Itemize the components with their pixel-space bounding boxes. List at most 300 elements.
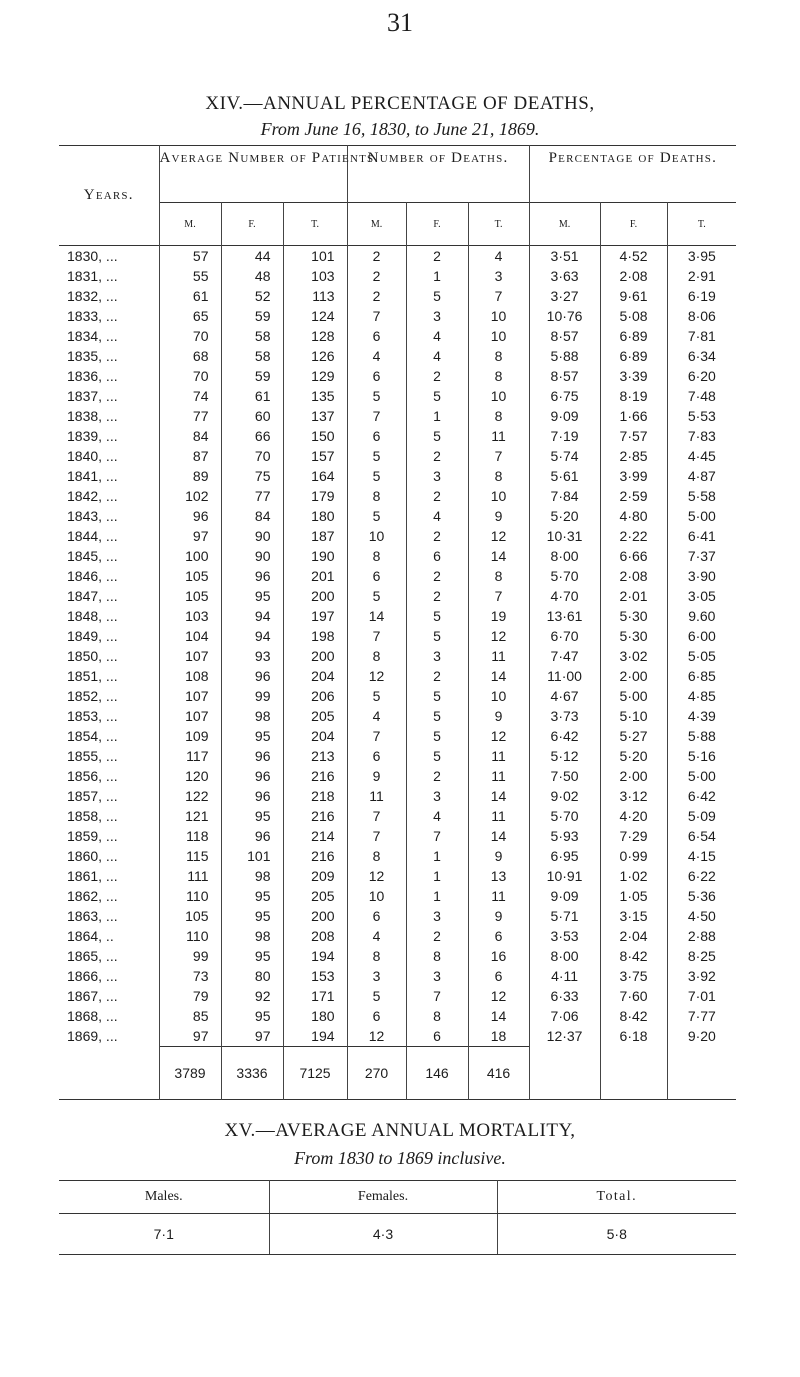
cell-deaths-f: 2	[406, 526, 468, 546]
cell-patients-f: 96	[221, 826, 283, 846]
cell-year: 1850, ...	[59, 646, 159, 666]
cell-patients-m: 105	[159, 566, 221, 586]
cell-patients-m: 109	[159, 726, 221, 746]
cell-pct-m: 3·27	[529, 286, 600, 306]
cell-patients-f: 70	[221, 446, 283, 466]
col-header-t: T.	[667, 203, 736, 246]
cell-patients-f: 101	[221, 846, 283, 866]
cell-deaths-f: 2	[406, 926, 468, 946]
cell-pct-m: 5·20	[529, 506, 600, 526]
cell-pct-t: 2·91	[687, 268, 716, 284]
table-14-title: XIV.—ANNUAL PERCENTAGE OF DEATHS,	[205, 93, 595, 114]
cell-patients-m: 70	[159, 366, 221, 386]
cell-patients-f: 90	[221, 546, 283, 566]
table-row	[59, 986, 736, 1006]
females-header: Females.	[269, 1181, 497, 1214]
table-row	[59, 466, 736, 486]
cell-pct-m: 4·11	[529, 966, 600, 986]
cell-year: 1868, ...	[59, 1006, 159, 1026]
total-header: Total.	[497, 1181, 736, 1214]
cell-year: 1846, ...	[59, 566, 159, 586]
cell-patients-f: 94	[221, 626, 283, 646]
cell-pct-m: 8·00	[529, 946, 600, 966]
col-header-m: M.	[347, 203, 406, 246]
cell-deaths-f: 7	[406, 986, 468, 1006]
cell-deaths-t: 6	[468, 926, 529, 946]
cell-deaths-t: 12	[468, 986, 529, 1006]
cell-deaths-m: 12	[347, 1026, 406, 1047]
cell-pct-f: 5·00	[600, 686, 667, 706]
cell-patients-t: 187	[283, 526, 347, 546]
total-patients-f: 3336	[221, 1047, 283, 1100]
cell-deaths-f: 6	[406, 546, 468, 566]
cell-patients-t: 101	[283, 246, 347, 267]
cell-deaths-f: 1	[406, 866, 468, 886]
col-header-f: F.	[221, 203, 283, 246]
deaths-header: Number of Deaths.	[347, 146, 529, 203]
total-patients-t: 7125	[283, 1047, 347, 1100]
total-patients-m: 3789	[159, 1047, 221, 1100]
cell-year: 1862, ...	[59, 886, 159, 906]
cell-year: 1832, ...	[59, 286, 159, 306]
cell-deaths-t: 18	[468, 1026, 529, 1047]
cell-pct-t: 6·85	[687, 668, 716, 684]
cell-pct-m: 7·19	[529, 426, 600, 446]
table-row	[59, 326, 736, 346]
cell-patients-f: 95	[221, 726, 283, 746]
cell-deaths-m: 6	[347, 366, 406, 386]
cell-patients-t: 208	[283, 926, 347, 946]
table-row	[59, 506, 736, 526]
cell-pct-f: 2·08	[600, 566, 667, 586]
cell-deaths-m: 4	[347, 346, 406, 366]
cell-patients-f: 75	[221, 466, 283, 486]
cell-pct-t: 5·09	[687, 808, 716, 824]
table-row	[59, 366, 736, 386]
cell-pct-f: 0·99	[600, 846, 667, 866]
table-row	[59, 686, 736, 706]
cell-deaths-m: 5	[347, 386, 406, 406]
cell-patients-m: 105	[159, 906, 221, 926]
cell-year: 1852, ...	[59, 686, 159, 706]
cell-deaths-t: 11	[468, 426, 529, 446]
cell-pct-t: 7·01	[687, 988, 716, 1004]
cell-pct-f: 7·29	[600, 826, 667, 846]
cell-pct-m: 8·57	[529, 326, 600, 346]
cell-patients-t: 150	[283, 426, 347, 446]
cell-patients-t: 197	[283, 606, 347, 626]
cell-deaths-m: 5	[347, 506, 406, 526]
cell-deaths-m: 5	[347, 586, 406, 606]
cell-pct-f: 4·20	[600, 806, 667, 826]
cell-year: 1855, ...	[59, 746, 159, 766]
cell-pct-t: 6·19	[687, 288, 716, 304]
cell-deaths-m: 8	[347, 946, 406, 966]
cell-deaths-t: 11	[468, 646, 529, 666]
cell-year: 1869, ...	[59, 1026, 159, 1047]
cell-pct-f: 3·02	[600, 646, 667, 666]
cell-pct-m: 7·06	[529, 1006, 600, 1026]
cell-deaths-t: 8	[468, 346, 529, 366]
cell-patients-f: 48	[221, 266, 283, 286]
cell-pct-t: 3·92	[687, 968, 716, 984]
patients-header: Average Number of Patients.	[159, 146, 347, 203]
cell-patients-m: 122	[159, 786, 221, 806]
cell-year: 1847, ...	[59, 586, 159, 606]
cell-deaths-m: 4	[347, 926, 406, 946]
cell-deaths-t: 14	[468, 1006, 529, 1026]
cell-pct-t: 9·20	[687, 1028, 716, 1045]
cell-pct-m: 7·47	[529, 646, 600, 666]
cell-pct-m: 9·09	[529, 406, 600, 426]
cell-patients-m: 108	[159, 666, 221, 686]
cell-deaths-m: 6	[347, 906, 406, 926]
table-row	[59, 706, 736, 726]
cell-year: 1836, ...	[59, 366, 159, 386]
cell-year: 1842, ...	[59, 486, 159, 506]
cell-pct-f: 3·12	[600, 786, 667, 806]
cell-year: 1843, ...	[59, 506, 159, 526]
cell-pct-t: 7·37	[687, 548, 716, 564]
cell-pct-f: 3·15	[600, 906, 667, 926]
cell-pct-t: 4·87	[687, 468, 716, 484]
cell-patients-t: 205	[283, 706, 347, 726]
cell-patients-f: 59	[221, 306, 283, 326]
cell-deaths-t: 8	[468, 366, 529, 386]
cell-deaths-m: 6	[347, 746, 406, 766]
cell-deaths-m: 4	[347, 706, 406, 726]
cell-pct-t: 6·20	[687, 368, 716, 384]
cell-patients-f: 66	[221, 426, 283, 446]
cell-pct-m: 13·61	[529, 606, 600, 626]
cell-patients-m: 120	[159, 766, 221, 786]
cell-deaths-t: 12	[468, 726, 529, 746]
cell-deaths-t: 19	[468, 606, 529, 626]
cell-deaths-t: 9	[468, 846, 529, 866]
cell-pct-f: 9·61	[600, 286, 667, 306]
cell-year: 1853, ...	[59, 706, 159, 726]
cell-patients-m: 85	[159, 1006, 221, 1026]
cell-deaths-t: 7	[468, 286, 529, 306]
table-row	[59, 806, 736, 826]
cell-pct-m: 5·70	[529, 566, 600, 586]
cell-patients-f: 90	[221, 526, 283, 546]
cell-year: 1837, ...	[59, 386, 159, 406]
table-row	[59, 906, 736, 926]
cell-deaths-m: 7	[347, 406, 406, 426]
cell-patients-f: 77	[221, 486, 283, 506]
table-row	[59, 726, 736, 746]
cell-patients-f: 84	[221, 506, 283, 526]
cell-patients-t: 180	[283, 506, 347, 526]
total-deaths-m: 270	[347, 1047, 406, 1100]
table-row	[59, 306, 736, 326]
cell-pct-f: 4·52	[600, 246, 667, 267]
cell-patients-f: 95	[221, 906, 283, 926]
cell-patients-f: 96	[221, 666, 283, 686]
cell-deaths-m: 6	[347, 566, 406, 586]
cell-deaths-f: 5	[406, 686, 468, 706]
cell-year: 1849, ...	[59, 626, 159, 646]
cell-deaths-m: 3	[347, 966, 406, 986]
cell-patients-m: 99	[159, 946, 221, 966]
cell-pct-f: 5·20	[600, 746, 667, 766]
cell-deaths-f: 5	[406, 626, 468, 646]
cell-deaths-f: 2	[406, 566, 468, 586]
cell-patients-m: 97	[159, 526, 221, 546]
cell-deaths-f: 2	[406, 246, 468, 267]
cell-year: 1863, ...	[59, 906, 159, 926]
cell-pct-m: 4·67	[529, 686, 600, 706]
table-15-title: XV.—AVERAGE ANNUAL MORTALITY,	[224, 1120, 576, 1141]
cell-deaths-m: 11	[347, 786, 406, 806]
col-header-m: M.	[159, 203, 221, 246]
cell-deaths-t: 7	[468, 446, 529, 466]
cell-pct-t: 6·34	[687, 348, 716, 364]
cell-year: 1857, ...	[59, 786, 159, 806]
cell-patients-f: 98	[221, 926, 283, 946]
cell-deaths-m: 10	[347, 526, 406, 546]
cell-patients-t: 216	[283, 766, 347, 786]
cell-year: 1848, ...	[59, 606, 159, 626]
cell-patients-m: 107	[159, 646, 221, 666]
cell-deaths-t: 6	[468, 966, 529, 986]
males-value: 7·1	[59, 1214, 269, 1255]
cell-pct-t: 6·41	[687, 528, 716, 544]
cell-deaths-t: 14	[468, 666, 529, 686]
cell-deaths-f: 6	[406, 1026, 468, 1047]
cell-pct-t: 2·88	[687, 928, 716, 944]
cell-pct-m: 8·57	[529, 366, 600, 386]
cell-deaths-f: 1	[406, 406, 468, 426]
cell-patients-f: 94	[221, 606, 283, 626]
cell-patients-t: 204	[283, 666, 347, 686]
cell-patients-m: 110	[159, 886, 221, 906]
cell-pct-f: 2·22	[600, 526, 667, 546]
cell-deaths-m: 6	[347, 426, 406, 446]
cell-deaths-f: 4	[406, 506, 468, 526]
table-row	[59, 666, 736, 686]
total-deaths-f: 146	[406, 1047, 468, 1100]
cell-patients-m: 107	[159, 706, 221, 726]
cell-deaths-t: 11	[468, 766, 529, 786]
cell-patients-t: 103	[283, 266, 347, 286]
cell-pct-m: 9·09	[529, 886, 600, 906]
cell-pct-t: 4·85	[687, 688, 716, 704]
cell-patients-m: 68	[159, 346, 221, 366]
cell-patients-t: 129	[283, 366, 347, 386]
cell-deaths-f: 5	[406, 726, 468, 746]
cell-patients-f: 95	[221, 1006, 283, 1026]
cell-deaths-t: 8	[468, 466, 529, 486]
cell-year: 1835, ...	[59, 346, 159, 366]
cell-pct-t: 5·00	[687, 768, 716, 784]
table-row	[59, 486, 736, 506]
total-deaths-t: 416	[468, 1047, 529, 1100]
cell-pct-m: 10·76	[529, 306, 600, 326]
cell-patients-t: 205	[283, 886, 347, 906]
females-value: 4·3	[269, 1214, 497, 1255]
cell-deaths-m: 2	[347, 266, 406, 286]
cell-deaths-f: 2	[406, 666, 468, 686]
cell-patients-f: 97	[221, 1026, 283, 1047]
cell-pct-t: 8·25	[687, 948, 716, 964]
cell-year: 1861, ...	[59, 866, 159, 886]
cell-deaths-m: 2	[347, 286, 406, 306]
cell-year: 1830, ...	[59, 246, 159, 267]
cell-pct-t: 5·05	[687, 648, 716, 664]
cell-deaths-m: 8	[347, 486, 406, 506]
cell-patients-t: 200	[283, 586, 347, 606]
cell-deaths-m: 6	[347, 326, 406, 346]
col-header-t: T.	[468, 203, 529, 246]
cell-deaths-t: 9	[468, 506, 529, 526]
table-row	[59, 246, 736, 267]
cell-pct-t: 7·48	[687, 388, 716, 404]
cell-pct-t: 5·88	[687, 728, 716, 744]
cell-patients-f: 96	[221, 786, 283, 806]
cell-patients-t: 200	[283, 906, 347, 926]
cell-patients-t: 164	[283, 466, 347, 486]
cell-deaths-m: 8	[347, 646, 406, 666]
cell-pct-t: 6·54	[687, 828, 716, 844]
cell-pct-f: 1·66	[600, 406, 667, 426]
cell-patients-m: 73	[159, 966, 221, 986]
cell-pct-m: 6·95	[529, 846, 600, 866]
cell-deaths-t: 10	[468, 486, 529, 506]
cell-deaths-f: 3	[406, 646, 468, 666]
cell-deaths-t: 10	[468, 686, 529, 706]
cell-patients-m: 55	[159, 266, 221, 286]
cell-pct-m: 5·71	[529, 906, 600, 926]
cell-deaths-m: 14	[347, 606, 406, 626]
cell-patients-t: 135	[283, 386, 347, 406]
cell-pct-t: 4·45	[687, 448, 716, 464]
cell-deaths-m: 12	[347, 666, 406, 686]
cell-deaths-m: 5	[347, 466, 406, 486]
table-row	[59, 286, 736, 306]
cell-patients-t: 200	[283, 646, 347, 666]
cell-deaths-t: 13	[468, 866, 529, 886]
cell-pct-m: 8·00	[529, 546, 600, 566]
cell-pct-m: 5·88	[529, 346, 600, 366]
cell-pct-m: 6·75	[529, 386, 600, 406]
cell-deaths-m: 6	[347, 1006, 406, 1026]
cell-patients-m: 77	[159, 406, 221, 426]
cell-patients-m: 84	[159, 426, 221, 446]
cell-pct-t: 6·22	[687, 868, 716, 884]
years-header: Years.	[59, 146, 159, 246]
cell-deaths-m: 5	[347, 686, 406, 706]
cell-patients-t: 128	[283, 326, 347, 346]
table-row	[59, 426, 736, 446]
cell-pct-f: 7·57	[600, 426, 667, 446]
cell-deaths-t: 10	[468, 326, 529, 346]
cell-patients-t: 209	[283, 866, 347, 886]
table-row	[59, 266, 736, 286]
cell-pct-f: 3·39	[600, 366, 667, 386]
cell-pct-m: 7·50	[529, 766, 600, 786]
cell-deaths-m: 7	[347, 806, 406, 826]
table-row	[59, 586, 736, 606]
cell-deaths-t: 3	[468, 266, 529, 286]
cell-pct-f: 5·30	[600, 626, 667, 646]
cell-pct-m: 10·91	[529, 866, 600, 886]
cell-pct-m: 3·63	[529, 266, 600, 286]
table-row	[59, 786, 736, 806]
cell-deaths-f: 1	[406, 266, 468, 286]
cell-pct-f: 1·02	[600, 866, 667, 886]
cell-pct-t: 7·81	[687, 328, 716, 344]
cell-year: 1833, ...	[59, 306, 159, 326]
cell-deaths-t: 10	[468, 386, 529, 406]
cell-pct-m: 6·33	[529, 986, 600, 1006]
cell-deaths-f: 3	[406, 966, 468, 986]
cell-deaths-m: 7	[347, 726, 406, 746]
cell-year: 1860, ...	[59, 846, 159, 866]
cell-pct-m: 11·00	[529, 666, 600, 686]
cell-pct-f: 2·01	[600, 586, 667, 606]
cell-deaths-m: 9	[347, 766, 406, 786]
table-14-subtitle: From June 16, 1830, to June 21, 1869.	[260, 119, 540, 139]
cell-year: 1839, ...	[59, 426, 159, 446]
cell-deaths-t: 14	[468, 786, 529, 806]
cell-deaths-t: 11	[468, 806, 529, 826]
table-row	[59, 566, 736, 586]
cell-pct-t: 4·15	[687, 848, 716, 864]
cell-patients-t: 218	[283, 786, 347, 806]
cell-year: 1856, ...	[59, 766, 159, 786]
cell-pct-t: 5·16	[687, 748, 716, 764]
cell-patients-f: 60	[221, 406, 283, 426]
cell-pct-m: 3·73	[529, 706, 600, 726]
cell-patients-t: 204	[283, 726, 347, 746]
cell-pct-t: 5·36	[687, 888, 716, 904]
cell-pct-t: 3·05	[687, 588, 716, 604]
table-row	[59, 826, 736, 846]
cell-patients-t: 214	[283, 826, 347, 846]
cell-year: 1831, ...	[59, 266, 159, 286]
cell-patients-f: 96	[221, 566, 283, 586]
table-row	[59, 766, 736, 786]
col-header-m: M.	[529, 203, 600, 246]
cell-patients-m: 100	[159, 546, 221, 566]
cell-patients-t: 194	[283, 946, 347, 966]
cell-pct-f: 2·59	[600, 486, 667, 506]
cell-patients-m: 115	[159, 846, 221, 866]
cell-pct-m: 5·93	[529, 826, 600, 846]
cell-deaths-t: 12	[468, 626, 529, 646]
table-row	[59, 946, 736, 966]
cell-pct-t: 8·06	[687, 308, 716, 324]
cell-patients-m: 117	[159, 746, 221, 766]
cell-pct-f: 6·89	[600, 326, 667, 346]
cell-patients-m: 74	[159, 386, 221, 406]
cell-patients-m: 97	[159, 1026, 221, 1047]
cell-deaths-f: 2	[406, 486, 468, 506]
table-row	[59, 746, 736, 766]
cell-pct-f: 6·89	[600, 346, 667, 366]
cell-deaths-t: 8	[468, 566, 529, 586]
cell-deaths-t: 11	[468, 746, 529, 766]
cell-patients-m: 104	[159, 626, 221, 646]
cell-pct-f: 2·85	[600, 446, 667, 466]
cell-pct-f: 5·08	[600, 306, 667, 326]
table-row	[59, 886, 736, 906]
cell-year: 1834, ...	[59, 326, 159, 346]
cell-pct-m: 5·70	[529, 806, 600, 826]
cell-deaths-t: 9	[468, 706, 529, 726]
